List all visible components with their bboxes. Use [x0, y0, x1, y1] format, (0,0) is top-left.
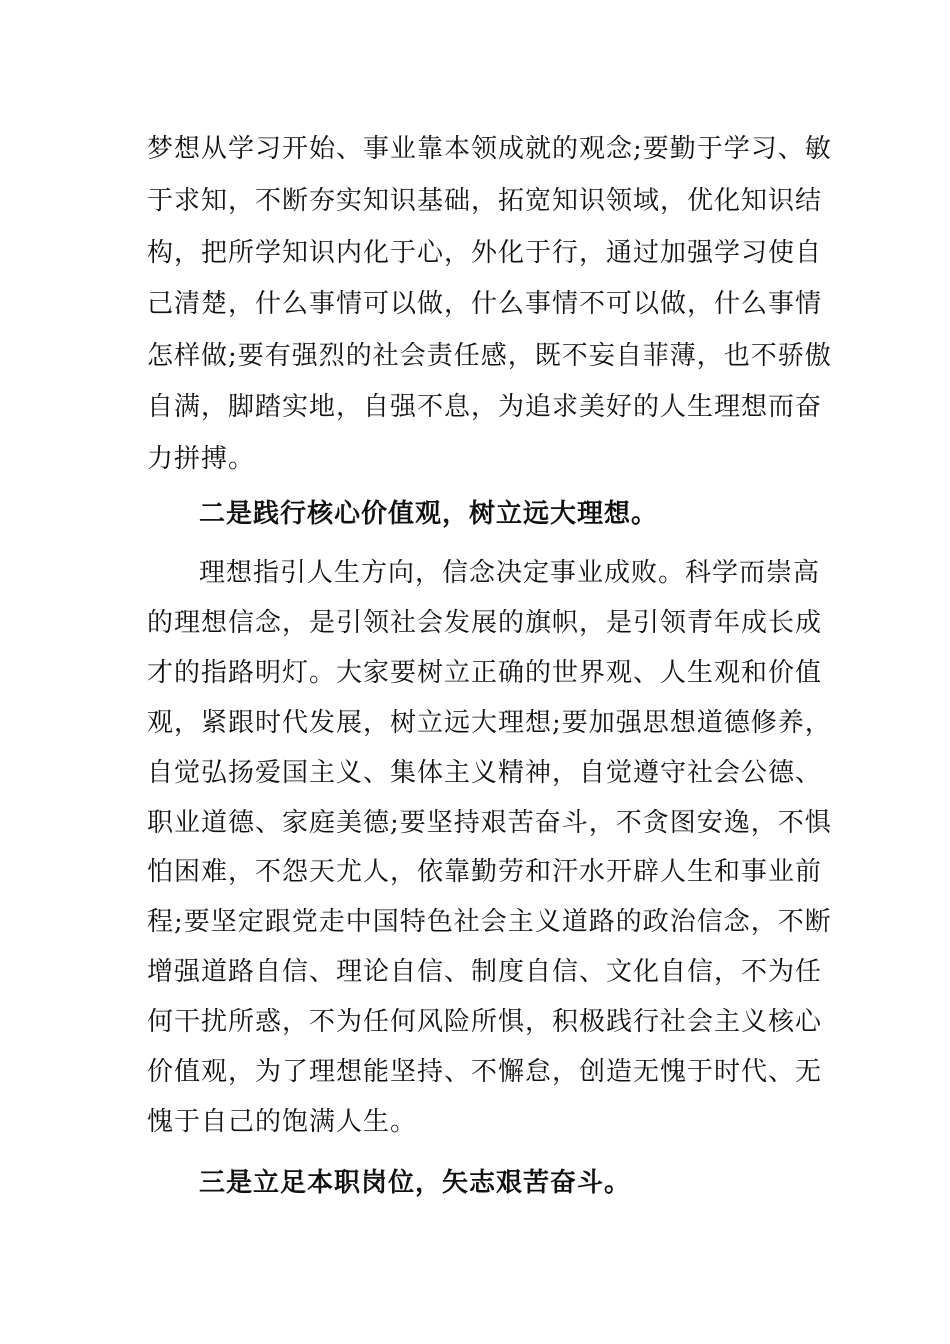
text-line: 构，把所学知识内化于心，外化于行，通过加强学习使自 — [147, 238, 823, 268]
text-line: 理想指引人生方向，信念决定事业成败。科学而崇高 — [199, 558, 821, 588]
text-line: 何干扰所惑，不为任何风险所惧，积极践行社会主义核心 — [147, 1007, 823, 1037]
text-line: 梦想从学习开始、事业靠本领成就的观念;要勤于学习、敏 — [147, 134, 832, 164]
text-line: 价值观，为了理想能坚持、不懈怠，创造无愧于时代、无 — [147, 1057, 823, 1087]
text-line: 怎样做;要有强烈的社会责任感，既不妄自菲薄，也不骄傲 — [147, 341, 832, 371]
text-line: 观，紧跟时代发展，树立远大理想;要加强思想道德修养， — [147, 708, 832, 738]
text-line: 力拼搏。 — [147, 444, 256, 474]
text-line: 职业道德、家庭美德;要坚持艰苦奋斗，不贪图安逸，不惧 — [147, 808, 832, 838]
text-line: 自觉弘扬爱国主义、集体主义精神，自觉遵守社会公德、 — [147, 758, 823, 788]
text-line: 的理想信念，是引领社会发展的旗帜，是引领青年成长成 — [147, 608, 823, 638]
text-line: 才的指路明灯。大家要树立正确的世界观、人生观和价值 — [147, 658, 823, 688]
text-line: 自满，脚踏实地，自强不息，为追求美好的人生理想而奋 — [147, 392, 823, 422]
section-heading-3: 三是立足本职岗位，矢志艰苦奋斗。 — [199, 1168, 632, 1198]
text-line: 程;要坚定跟党走中国特色社会主义道路的政治信念，不断 — [147, 907, 832, 937]
text-line: 怕困难，不怨天尤人，依靠勤劳和汗水开辟人生和事业前 — [147, 857, 823, 887]
text-line: 己清楚，什么事情可以做，什么事情不可以做，什么事情 — [147, 289, 823, 319]
text-line: 增强道路自信、理论自信、制度自信、文化自信，不为任 — [147, 957, 823, 987]
section-heading-2: 二是践行核心价值观，树立远大理想。 — [199, 499, 659, 529]
text-line: 于求知，不断夯实知识基础，拓宽知识领域，优化知识结 — [147, 186, 823, 216]
text-line: 愧于自己的饱满人生。 — [147, 1107, 418, 1137]
